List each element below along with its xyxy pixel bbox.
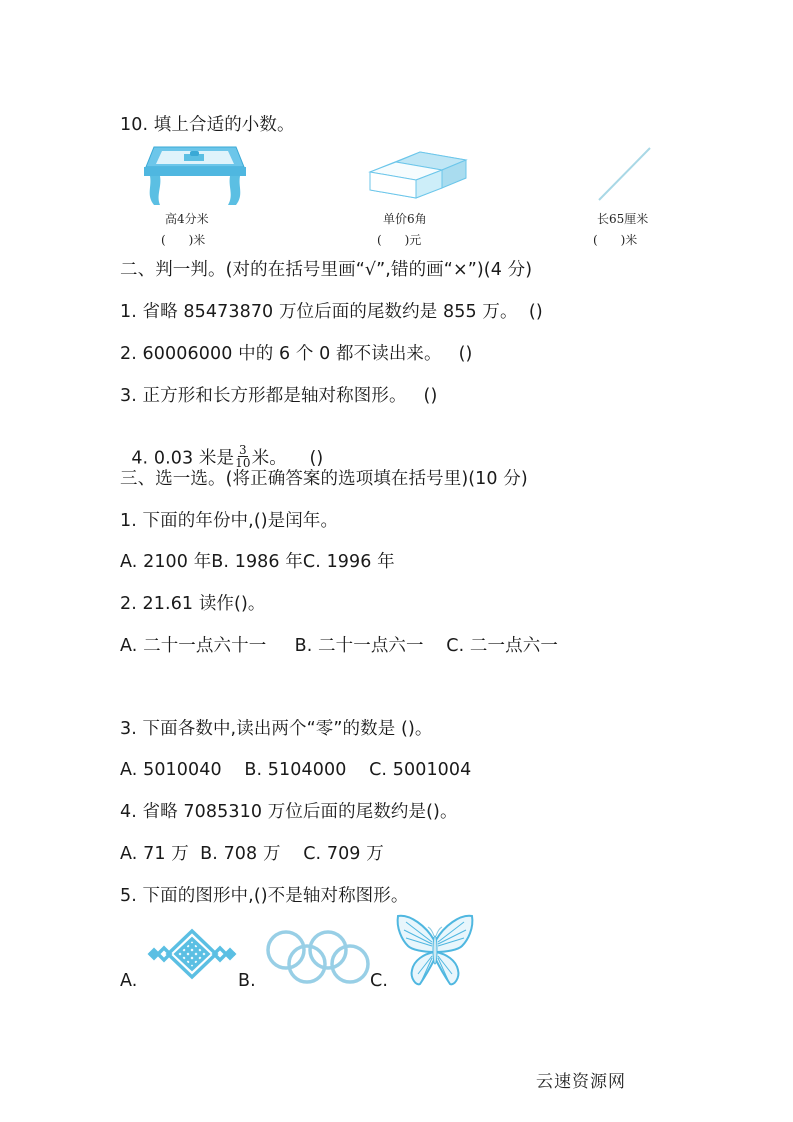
table-answer-blank[interactable]: ( )米 [161, 233, 206, 247]
eraser-caption: 单价6角 [383, 212, 427, 226]
choose-section-heading: 三、选一选。(将正确答案的选项填在括号里)(10 分) [120, 469, 528, 489]
fraction-denominator: 10 [235, 456, 251, 470]
rings-icon [263, 928, 371, 988]
choose-question-4: 4. 省略 7085310 万位后面的尾数约是()。 [120, 802, 458, 822]
stick-icon [595, 145, 655, 205]
choose-question-1-options: A. 2100 年B. 1986 年C. 1996 年 [120, 552, 395, 572]
table-icon [140, 143, 250, 208]
choose-question-5: 5. 下面的图形中,()不是轴对称图形。 [120, 886, 409, 906]
choose-question-2: 2. 21.61 读作()。 [120, 594, 266, 614]
watermark: 云速资源网 [536, 1072, 626, 1092]
choose-question-3: 3. 下面各数中,读出两个“零”的数是 ()。 [120, 719, 433, 739]
stick-answer-blank[interactable]: ( )米 [593, 233, 638, 247]
figure-option-a-label: A. [120, 971, 138, 991]
butterfly-icon [394, 912, 476, 988]
judge-question-4 [120, 424, 323, 471]
stick-caption: 长65厘米 [597, 212, 649, 226]
judge-question-3: 3. 正方形和长方形都是轴对称图形。 () [120, 386, 438, 406]
eraser-icon [366, 150, 471, 200]
figure-option-b-label: B. [238, 971, 256, 991]
fraction [235, 444, 250, 469]
judge-question-1: 1. 省略 85473870 万位后面的尾数约是 855 万。 () [120, 302, 543, 322]
figure-option-c-label: C. [370, 971, 388, 991]
judge-section-heading: 二、判一判。(对的在括号里画“√”,错的画“×”)(4 分) [120, 260, 533, 280]
judge-q4-text-before: 4. 0.03 米是 [131, 448, 235, 469]
chinese-knot-icon [146, 928, 238, 980]
judge-question-2: 2. 60006000 中的 6 个 0 都不读出来。 () [120, 344, 473, 364]
choose-question-2-options: A. 二十一点六十一 B. 二十一点六一 C. 二一点六一 [120, 636, 558, 656]
table-caption: 高4分米 [165, 212, 209, 226]
eraser-answer-blank[interactable]: ( )元 [377, 233, 422, 247]
judge-q4-text-after: 米。 () [251, 448, 324, 469]
choose-question-3-options: A. 5010040 B. 5104000 C. 5001004 [120, 760, 472, 780]
fraction-numerator: 3 [238, 443, 247, 457]
question-10-title: 10. 填上合适的小数。 [120, 115, 295, 135]
choose-question-1: 1. 下面的年份中,()是闰年。 [120, 511, 339, 531]
choose-question-4-options: A. 71 万 B. 708 万 C. 709 万 [120, 844, 384, 864]
